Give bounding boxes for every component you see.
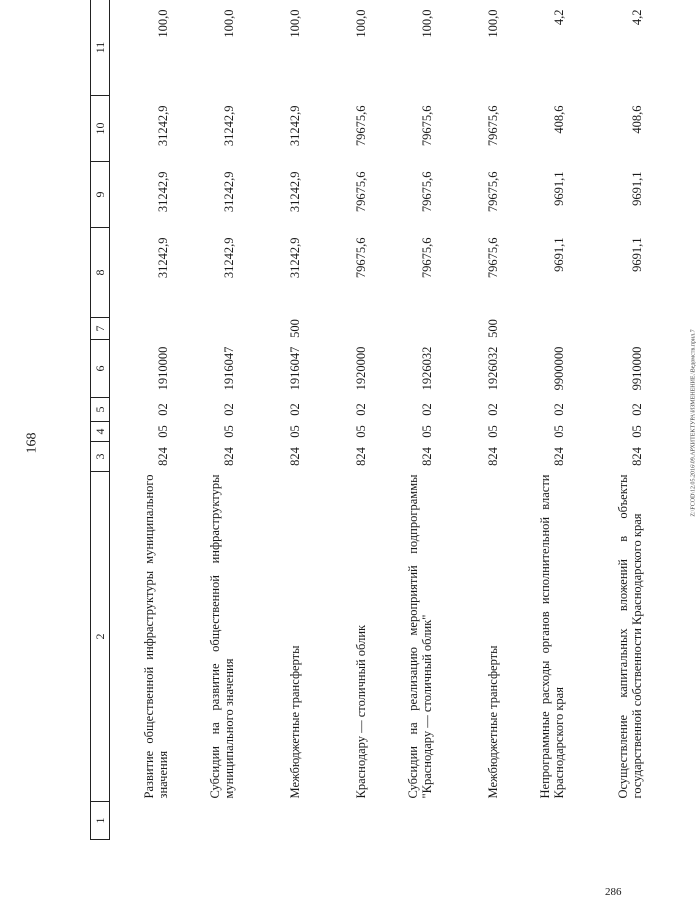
cell-c5: 02 (486, 403, 501, 416)
cell-c7 (506, 318, 572, 340)
cell-c6: 1910000 (156, 346, 171, 391)
cell-c11: 100,0 (486, 9, 501, 38)
cell-name: Осуществление капитальных вложений в объекты государственной собственности Краснодарского края (615, 474, 645, 799)
cell-c6: 9900000 (552, 346, 567, 391)
cell-c10: 31242,9 (222, 105, 237, 147)
cell-c5: 02 (288, 403, 303, 416)
cell-c1 (176, 802, 242, 840)
cell-name: Развитие общественной инфраструктуры муниципального значения (141, 474, 171, 799)
cell-c8: 9691,1 (552, 237, 567, 272)
cell-c3: 824 (354, 447, 369, 466)
table-row (506, 0, 572, 840)
cell-c9: 31242,9 (222, 171, 237, 213)
cell-c8: 79675,6 (354, 237, 369, 279)
cell-name: Непрограммные расходы органов исполнительной власти Краснодарского края (537, 474, 567, 799)
cell-c3: 824 (288, 447, 303, 466)
cell-c5: 02 (552, 403, 567, 416)
cell-c7: 500 (486, 319, 501, 338)
cell-c11: 4,2 (552, 9, 567, 26)
cell-c9: 31242,9 (288, 171, 303, 213)
column-header-11: 11 (91, 0, 110, 96)
cell-c1 (308, 802, 374, 840)
cell-c10: 79675,6 (354, 105, 369, 147)
cell-c11: 100,0 (222, 9, 237, 38)
table-row (176, 0, 242, 840)
cell-name: Межбюджетные трансферты (486, 645, 501, 799)
cell-c9: 79675,6 (486, 171, 501, 213)
cell-c5: 02 (630, 403, 645, 416)
cell-c8: 31242,9 (288, 237, 303, 279)
footer-file-path: Z:\FCOD\12.05.2016\09.АРХИТЕКТУРА\ИЗМЕНЕНИЕ.\Ведомств.прил.7 (690, 329, 697, 517)
cell-c3: 824 (156, 447, 171, 466)
cell-name: Субсидии на развитие общественной инфраструктуры муниципального значения (207, 474, 237, 799)
cell-c1 (572, 802, 650, 840)
column-header-6: 6 (91, 340, 110, 398)
cell-c3: 824 (420, 447, 435, 466)
budget-table (90, 0, 650, 840)
sheet-number: 286 (605, 886, 622, 898)
cell-c1 (374, 802, 440, 840)
cell-c4: 05 (156, 425, 171, 438)
cell-c11: 100,0 (420, 9, 435, 38)
cell-c4: 05 (552, 425, 567, 438)
cell-c9: 9691,1 (552, 171, 567, 206)
column-header-3: 3 (91, 442, 110, 472)
cell-c8: 79675,6 (420, 237, 435, 279)
cell-c5: 02 (156, 403, 171, 416)
cell-c10: 408,6 (630, 105, 645, 134)
cell-c8: 31242,9 (156, 237, 171, 279)
cell-c7 (110, 318, 177, 340)
cell-c4: 05 (354, 425, 369, 438)
column-header-10: 10 (91, 96, 110, 162)
cell-c3: 824 (630, 447, 645, 466)
budget-table-rotated (90, 9, 645, 840)
cell-c10: 31242,9 (156, 105, 171, 147)
column-header-7: 7 (91, 318, 110, 340)
table-row (572, 0, 650, 840)
column-header-9: 9 (91, 162, 110, 228)
cell-c3: 824 (486, 447, 501, 466)
cell-c10: 79675,6 (486, 105, 501, 147)
cell-name: Субсидии на реализацию мероприятий подпрограммы "Краснодару — столичный облик" (405, 474, 435, 799)
cell-name: Краснодару — столичный облик (354, 624, 369, 799)
cell-c3: 824 (222, 447, 237, 466)
cell-c4: 05 (630, 425, 645, 438)
cell-c5: 02 (420, 403, 435, 416)
cell-c10: 408,6 (552, 105, 567, 134)
cell-c5: 02 (222, 403, 237, 416)
column-header-8: 8 (91, 228, 110, 318)
page-number: 168 (24, 432, 40, 454)
cell-c6: 1926032 (420, 346, 435, 391)
cell-c8: 9691,1 (630, 237, 645, 272)
cell-c7 (176, 318, 242, 340)
cell-c9: 31242,9 (156, 171, 171, 213)
cell-c6: 1920000 (354, 346, 369, 391)
table-row (242, 0, 308, 840)
cell-c6: 1926032 (486, 346, 501, 391)
cell-c11: 100,0 (354, 9, 369, 38)
cell-c7 (572, 318, 650, 340)
table-row (374, 0, 440, 840)
cell-c1 (440, 802, 506, 840)
cell-c4: 05 (222, 425, 237, 438)
cell-c1 (110, 802, 177, 840)
table-header-row (91, 0, 110, 840)
table-row (308, 0, 374, 840)
column-header-4: 4 (91, 422, 110, 442)
cell-c6: 1916047 (288, 346, 303, 391)
cell-c1 (242, 802, 308, 840)
cell-c8: 79675,6 (486, 237, 501, 279)
cell-c3: 824 (552, 447, 567, 466)
cell-c10: 79675,6 (420, 105, 435, 147)
cell-c10: 31242,9 (288, 105, 303, 147)
cell-c7: 500 (288, 319, 303, 338)
cell-c7 (308, 318, 374, 340)
column-header-5: 5 (91, 398, 110, 422)
cell-c8: 31242,9 (222, 237, 237, 279)
cell-c11: 4,2 (630, 9, 645, 26)
cell-c4: 05 (288, 425, 303, 438)
cell-c6: 9910000 (630, 346, 645, 391)
cell-c9: 79675,6 (354, 171, 369, 213)
column-header-2: 2 (91, 472, 110, 802)
table-row (440, 0, 506, 840)
cell-c9: 79675,6 (420, 171, 435, 213)
column-header-1: 1 (91, 802, 110, 840)
cell-c9: 9691,1 (630, 171, 645, 206)
table-row (110, 0, 177, 840)
cell-c7 (374, 318, 440, 340)
cell-c4: 05 (486, 425, 501, 438)
cell-name: Межбюджетные трансферты (288, 645, 303, 799)
cell-c5: 02 (354, 403, 369, 416)
cell-c1 (506, 802, 572, 840)
cell-c4: 05 (420, 425, 435, 438)
cell-c11: 100,0 (288, 9, 303, 38)
cell-c11: 100,0 (156, 9, 171, 38)
cell-c6: 1916047 (222, 346, 237, 391)
